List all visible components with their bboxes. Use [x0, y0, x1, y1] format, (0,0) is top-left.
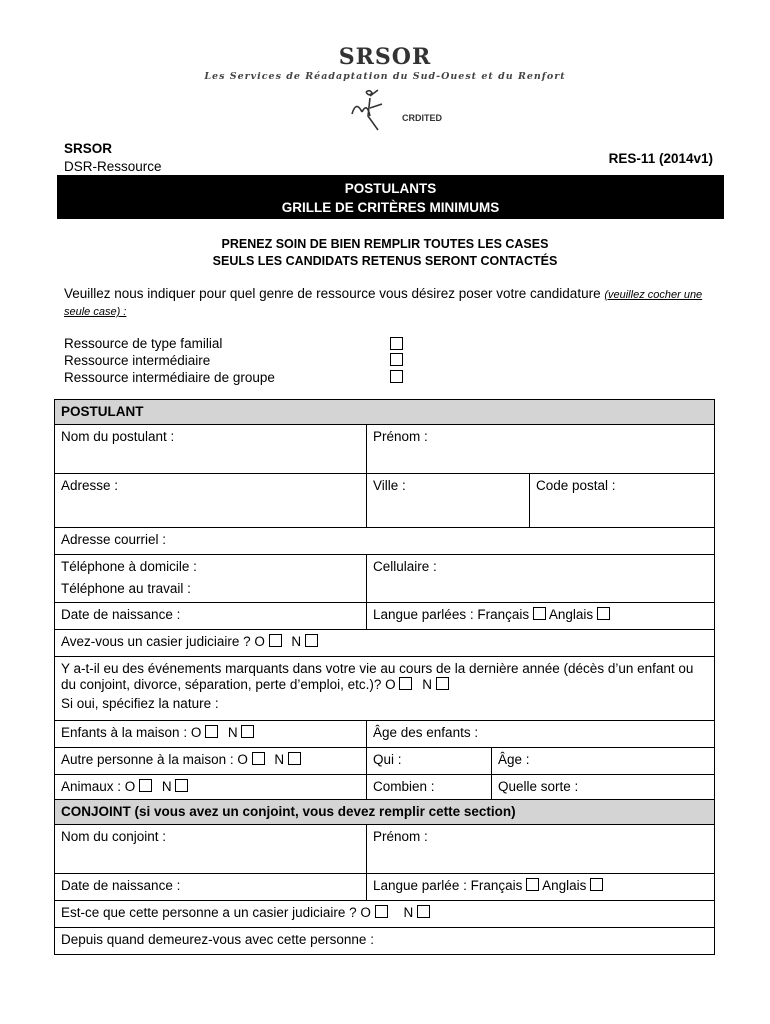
banner-line-1: POSTULANTS [344, 181, 437, 196]
label-casier-conjoint: Est-ce que cette personne a un casier judiciaire ? O [61, 905, 371, 920]
field-quelle-sorte[interactable]: Quelle sorte : [492, 775, 715, 802]
section-conjoint: CONJOINT (si vous avez un conjoint, vous devez remplir cette section) [55, 800, 715, 825]
title-banner [57, 175, 724, 219]
field-qui[interactable]: Qui : [367, 748, 492, 775]
resource-type-intermediaire: Ressource intermédiaire [64, 353, 211, 368]
field-adresse[interactable]: Adresse : [55, 474, 367, 528]
logo-title: SRSOR [338, 44, 432, 70]
checkbox-familial[interactable] [390, 337, 403, 350]
label-evenements-nature: Si oui, spécifiez la nature : [61, 696, 219, 711]
field-courriel[interactable]: Adresse courriel : [55, 528, 715, 555]
field-autre-personne [55, 748, 367, 775]
label-casier-non: N [291, 634, 302, 649]
field-evenements [55, 657, 715, 721]
resource-type-familial: Ressource de type familial [64, 336, 223, 351]
label-evenements: Y a-t-il eu des événements marquants dans votre vie au cours de la dernière année (décès d’un enfant ou du conjoint, divorce, séparation, perte d’emploi, etc.)? O [61, 661, 694, 692]
section-postulant: POSTULANT [55, 400, 715, 425]
field-age[interactable]: Âge : [492, 748, 715, 775]
field-enfants [55, 721, 367, 748]
field-nom-postulant[interactable]: Nom du postulant : [55, 425, 367, 474]
field-nom-conjoint[interactable]: Nom du conjoint : [55, 825, 367, 874]
checkbox-casier-conjoint-oui[interactable] [375, 905, 388, 918]
checkbox-evenements-oui[interactable] [399, 677, 412, 690]
notice [57, 236, 713, 270]
label-enfants: Enfants à la maison : O [61, 725, 202, 740]
label-evenements-non: N [422, 677, 432, 692]
label-enfants-non: N [227, 725, 238, 740]
label-casier-conjoint-non: N [403, 905, 414, 920]
checkbox-casier-non[interactable] [305, 634, 318, 647]
label-casier: Avez-vous un casier judiciaire ? O [61, 634, 265, 649]
banner-line-2: GRILLE DE CRITÈRES MINIMUMS [281, 200, 500, 215]
checkbox-francais[interactable] [533, 607, 546, 620]
checkbox-intermediaire[interactable] [390, 353, 403, 366]
checkbox-enfants-oui[interactable] [205, 725, 218, 738]
label-animaux-non: N [161, 779, 172, 794]
field-cellulaire[interactable]: Cellulaire : [367, 555, 715, 603]
field-date-naissance[interactable]: Date de naissance : [55, 603, 367, 630]
field-age-enfants[interactable]: Âge des enfants : [367, 721, 715, 748]
label-autre-non: N [274, 752, 285, 767]
form-code: RES-11 (2014v1) [608, 151, 713, 166]
checkbox-animaux-oui[interactable] [139, 779, 152, 792]
resource-type-intermediaire-groupe: Ressource intermédiaire de groupe [64, 370, 275, 385]
label-autre-personne: Autre personne à la maison : O [61, 752, 248, 767]
field-langues [367, 603, 715, 630]
logo-figure-icon [340, 86, 420, 132]
logo-subtitle: Les Services de Réadaptation du Sud-Ouest et du Renfort [204, 71, 566, 82]
checkbox-evenements-non[interactable] [436, 677, 449, 690]
field-ville[interactable]: Ville : [367, 474, 530, 528]
postulant-table [54, 399, 715, 802]
field-telephones[interactable] [55, 555, 367, 603]
checkbox-enfants-non[interactable] [241, 725, 254, 738]
field-animaux [55, 775, 367, 802]
logo-crdited-text: CRDITED [402, 113, 442, 123]
checkbox-conjoint-francais[interactable] [526, 878, 539, 891]
checkbox-intermediaire-groupe[interactable] [390, 370, 403, 383]
checkbox-conjoint-anglais[interactable] [590, 878, 603, 891]
label-tel-travail: Téléphone au travail : [61, 581, 191, 596]
intro-note: (veuillez cocher une seule case) : [64, 289, 703, 318]
label-langue-anglais: Anglais [548, 607, 594, 622]
field-code-postal[interactable]: Code postal : [530, 474, 715, 528]
field-casier-conjoint [55, 901, 715, 928]
label-animaux: Animaux : O [61, 779, 136, 794]
field-casier [55, 630, 715, 657]
resource-type-list [64, 335, 275, 386]
notice-line-2: SEULS LES CANDIDATS RETENUS SERONT CONTACTÉS [212, 254, 558, 268]
notice-line-1: PRENEZ SOIN DE BIEN REMPLIR TOUTES LES CASES [221, 237, 549, 251]
intro-text [64, 286, 714, 320]
org-name: SRSOR [64, 141, 113, 156]
field-combien[interactable]: Combien : [367, 775, 492, 802]
department: DSR-Ressource [64, 159, 162, 174]
label-langue-conjoint: Langue parlée : Français [373, 878, 523, 893]
checkbox-casier-conjoint-non[interactable] [417, 905, 430, 918]
checkbox-autre-oui[interactable] [252, 752, 265, 765]
checkbox-anglais[interactable] [597, 607, 610, 620]
intro-main: Veuillez nous indiquer pour quel genre de ressource vous désirez poser votre candidature [64, 286, 605, 301]
conjoint-table [54, 799, 715, 955]
label-tel-domicile: Téléphone à domicile : [61, 559, 197, 574]
field-depuis-quand[interactable]: Depuis quand demeurez-vous avec cette personne : [55, 928, 715, 955]
field-date-naissance-conjoint[interactable]: Date de naissance : [55, 874, 367, 901]
field-prenom[interactable]: Prénom : [367, 425, 715, 474]
checkbox-casier-oui[interactable] [269, 634, 282, 647]
checkbox-animaux-non[interactable] [175, 779, 188, 792]
field-langue-conjoint [367, 874, 715, 901]
label-langue-francais: Langue parlées : Français [373, 607, 530, 622]
label-langue-conjoint-anglais: Anglais [542, 878, 587, 893]
checkbox-autre-non[interactable] [288, 752, 301, 765]
field-prenom-conjoint[interactable]: Prénom : [367, 825, 715, 874]
